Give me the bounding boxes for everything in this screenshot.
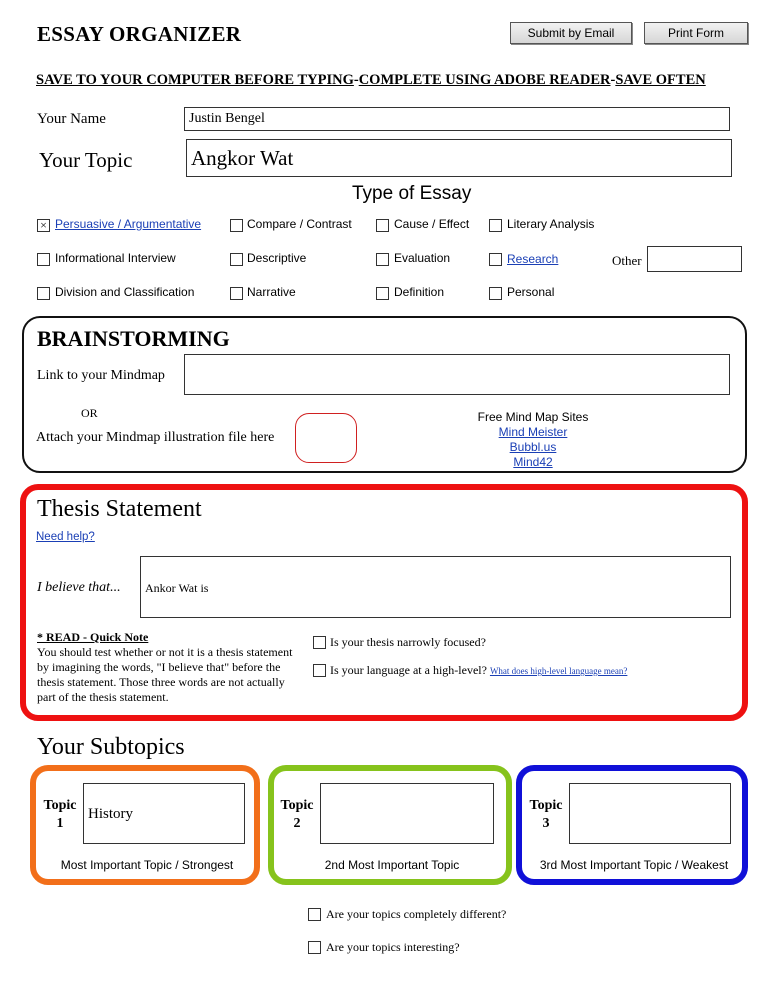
informational-interview-checkbox[interactable] bbox=[37, 253, 50, 266]
topic-1-label bbox=[40, 797, 80, 833]
high-level-question-text: Is your language at a high-level? bbox=[330, 663, 487, 677]
need-help-link[interactable]: Need help? bbox=[36, 531, 95, 543]
topics-different-question: Are your topics completely different? bbox=[326, 907, 507, 921]
instructions bbox=[36, 72, 706, 89]
topic-number: 1 bbox=[56, 816, 64, 831]
print-form-button[interactable]: Print Form bbox=[644, 22, 748, 44]
instruction-sep: - bbox=[353, 72, 359, 88]
cause-effect-label: Cause / Effect bbox=[394, 217, 470, 231]
or-label: OR bbox=[81, 406, 98, 420]
instruction-save: SAVE TO YOUR COMPUTER BEFORE TYPING bbox=[36, 72, 354, 88]
page-title: ESSAY ORGANIZER bbox=[37, 22, 242, 46]
topics-interesting-question: Are your topics interesting? bbox=[326, 940, 460, 954]
thesis-heading: Thesis Statement bbox=[37, 496, 202, 522]
thesis-field[interactable]: Ankor Wat is bbox=[140, 556, 731, 618]
compare-checkbox[interactable] bbox=[230, 219, 243, 232]
name-field[interactable]: Justin Bengel bbox=[184, 107, 730, 131]
mindmap-link-label: Link to your Mindmap bbox=[37, 368, 165, 383]
instruction-sep: - bbox=[610, 72, 616, 88]
mind42-link[interactable]: Mind42 bbox=[513, 455, 553, 469]
subtopics-heading: Your Subtopics bbox=[37, 734, 185, 760]
persuasive-label[interactable]: Persuasive / Argumentative bbox=[55, 217, 202, 231]
persuasive-checkbox[interactable]: × bbox=[37, 219, 50, 232]
informational-interview-label: Informational Interview bbox=[55, 251, 176, 265]
topics-interesting-checkbox[interactable] bbox=[308, 941, 321, 954]
mind-meister-link[interactable]: Mind Meister bbox=[498, 425, 568, 439]
mindmap-link-field[interactable] bbox=[184, 354, 730, 395]
attach-label: Attach your Mindmap illustration file here bbox=[36, 430, 275, 445]
mindmap-sites bbox=[448, 410, 618, 470]
descriptive-checkbox[interactable] bbox=[230, 253, 243, 266]
evaluation-checkbox[interactable] bbox=[376, 253, 389, 266]
topic-number: 3 bbox=[542, 816, 550, 831]
subtopic-1-field[interactable]: History bbox=[83, 783, 245, 844]
brainstorming-heading: BRAINSTORMING bbox=[37, 326, 230, 351]
definition-checkbox[interactable] bbox=[376, 287, 389, 300]
high-level-question bbox=[330, 663, 627, 678]
narrative-label: Narrative bbox=[247, 285, 296, 299]
subtopic-1-caption: Most Important Topic / Strongest bbox=[60, 858, 234, 872]
other-label: Other bbox=[612, 253, 642, 268]
subtopic-2-field[interactable] bbox=[320, 783, 494, 844]
instruction-adobe: COMPLETE USING ADOBE READER bbox=[358, 72, 611, 88]
name-label: Your Name bbox=[37, 111, 106, 127]
instruction-save-often: SAVE OFTEN bbox=[615, 72, 706, 88]
division-classification-checkbox[interactable] bbox=[37, 287, 50, 300]
topic-word: Topic bbox=[280, 798, 314, 813]
topic-word: Topic bbox=[43, 798, 77, 813]
submit-by-email-button[interactable]: Submit by Email bbox=[510, 22, 632, 44]
bubbl-us-link[interactable]: Bubbl.us bbox=[509, 440, 557, 454]
topic-word: Topic bbox=[529, 798, 563, 813]
topics-different-checkbox[interactable] bbox=[308, 908, 321, 921]
topic-3-label bbox=[526, 797, 566, 833]
subtopic-3-field[interactable] bbox=[569, 783, 731, 844]
believe-label: I believe that... bbox=[37, 580, 121, 595]
other-field[interactable] bbox=[647, 246, 742, 272]
high-level-language-link[interactable]: What does high-level language mean? bbox=[489, 666, 628, 676]
definition-label: Definition bbox=[394, 285, 445, 299]
topic-number: 2 bbox=[293, 816, 301, 831]
topic-2-label bbox=[277, 797, 317, 833]
division-classification-label: Division and Classification bbox=[55, 285, 195, 299]
personal-label: Personal bbox=[507, 285, 555, 299]
research-checkbox[interactable] bbox=[489, 253, 502, 266]
narrative-checkbox[interactable] bbox=[230, 287, 243, 300]
high-level-checkbox[interactable] bbox=[313, 664, 326, 677]
literary-analysis-label: Literary Analysis bbox=[507, 217, 595, 231]
subtopic-3-caption: 3rd Most Important Topic / Weakest bbox=[539, 858, 729, 872]
compare-label: Compare / Contrast bbox=[247, 217, 352, 231]
note-text: You should test whether or not it is a thesis statement by imagining the words, "I believe that" before the thesis statement. Those three words are not actually part of the thesis statement. bbox=[37, 645, 293, 704]
subtopic-2-caption: 2nd Most Important Topic bbox=[324, 858, 460, 872]
essay-type-heading: Type of Essay bbox=[352, 183, 472, 204]
literary-analysis-checkbox[interactable] bbox=[489, 219, 502, 232]
evaluation-label: Evaluation bbox=[394, 251, 451, 265]
thesis-focused-question: Is your thesis narrowly focused? bbox=[330, 635, 486, 649]
topic-label: Your Topic bbox=[39, 148, 133, 172]
thesis-focused-checkbox[interactable] bbox=[313, 636, 326, 649]
sites-heading: Free Mind Map Sites bbox=[477, 410, 589, 424]
attach-file-button[interactable] bbox=[295, 413, 357, 463]
note-title: * READ - Quick Note bbox=[37, 630, 149, 644]
cause-effect-checkbox[interactable] bbox=[376, 219, 389, 232]
research-label[interactable]: Research bbox=[507, 252, 559, 266]
topic-field[interactable]: Angkor Wat bbox=[186, 139, 732, 177]
descriptive-label: Descriptive bbox=[247, 251, 307, 265]
personal-checkbox[interactable] bbox=[489, 287, 502, 300]
